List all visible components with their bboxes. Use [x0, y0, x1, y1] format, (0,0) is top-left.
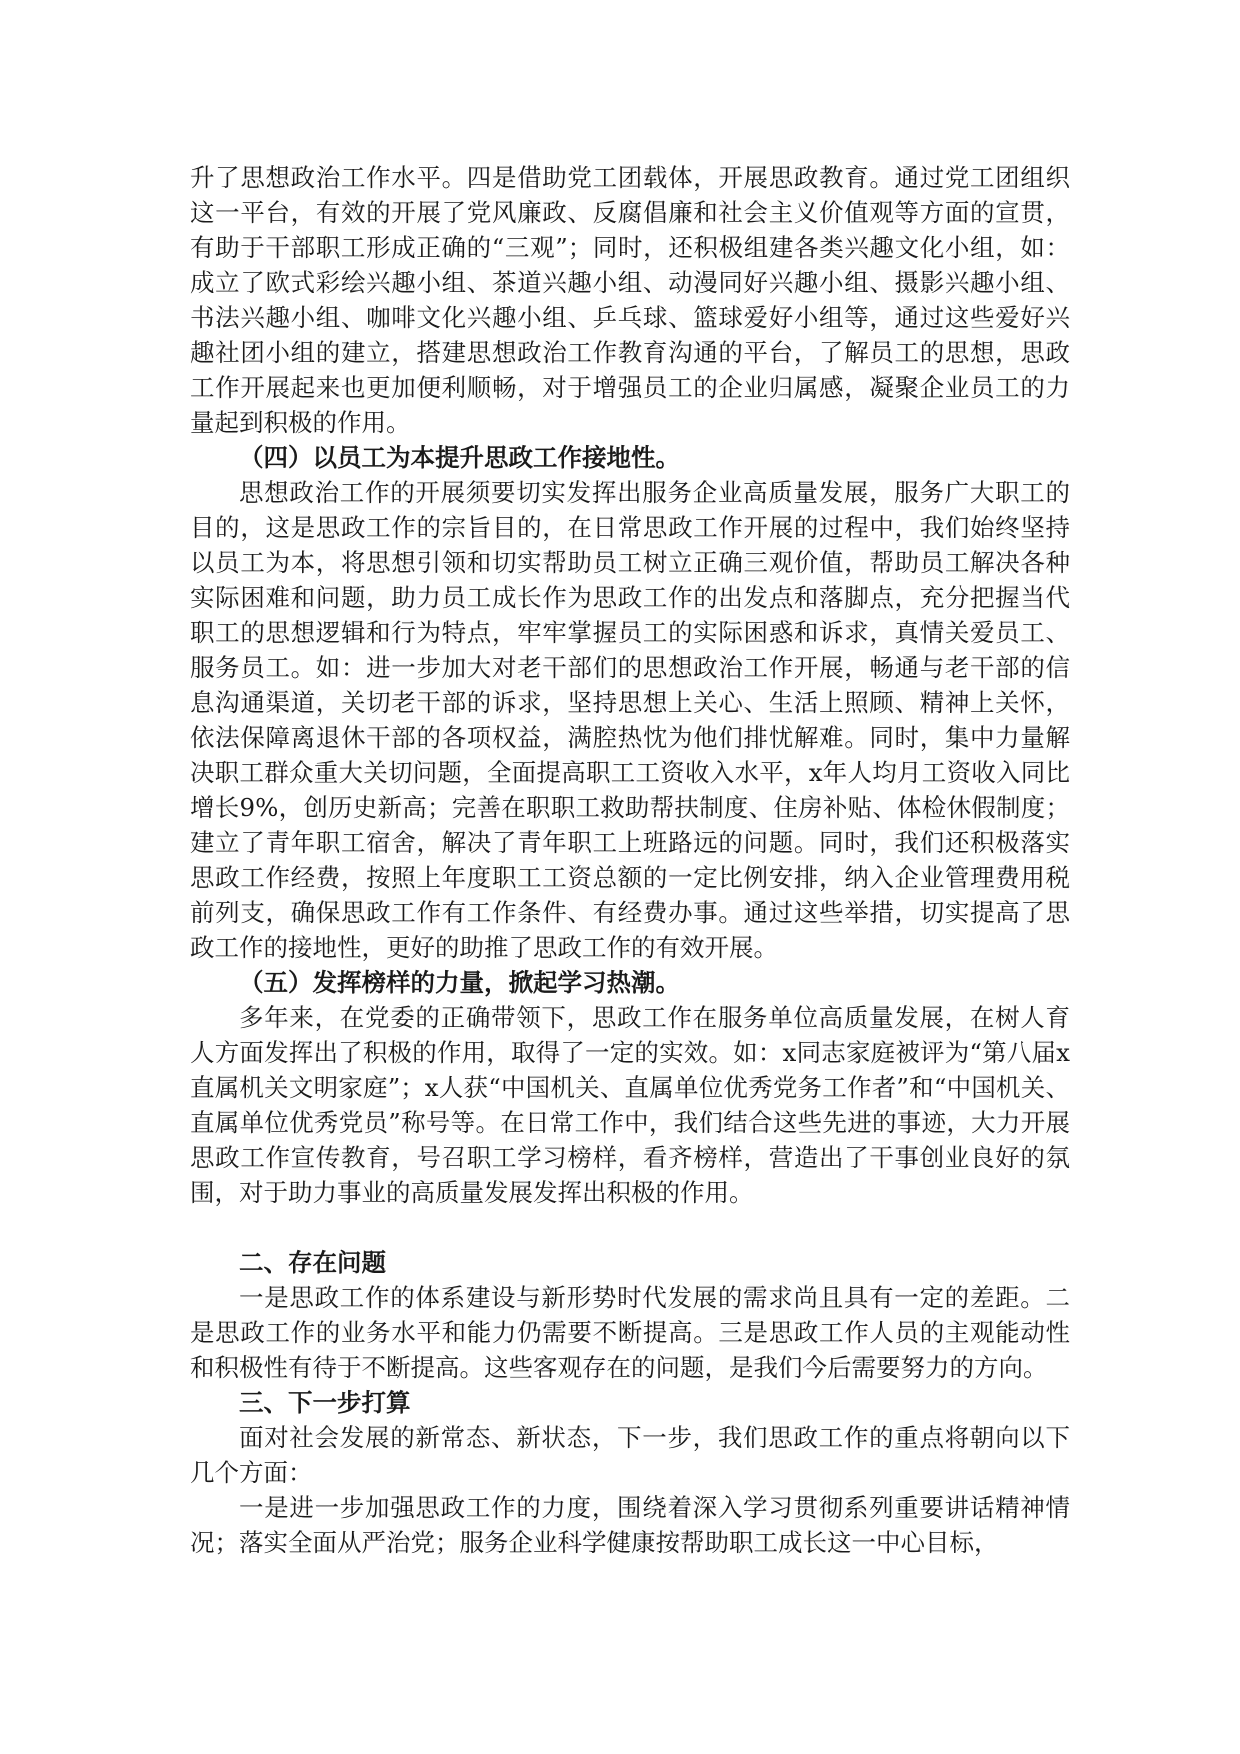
- paragraph-next-steps-intro: 面对社会发展的新常态、新状态，下一步，我们思政工作的重点将朝向以下几个方面：: [190, 1423, 1070, 1487]
- paragraph-next-steps-first: 一是进一步加强思政工作的力度，围绕着深入学习贯彻系列重要讲话精神情况；落实全面从严治党；服务企业科学健康按帮助职工成长这一中心目标，: [190, 1493, 1070, 1557]
- paragraph-employee-focus: 思想政治工作的开展须要切实发挥出服务企业高质量发展，服务广大职工的目的，这是思政工作的宗旨目的，在日常思政工作开展的过程中，我们始终坚持以员工为本，将思想引领和切实帮助员工树立正确三观价值，帮助员工解决各种实际困难和问题，助力员工成长作为思政工作的出发点和落脚点，充分把握当代职工的思想逻辑和行为特点，牢牢掌握员工的实际困惑和诉求，真情关爱员工、服务员工。如：进一步加大对老干部们的思想政治工作开展，畅通与老干部的信息沟通渠道，关切老干部的诉求，坚持思想上关心、生活上照顾、精神上关怀，依法保障离退休干部的各项权益，满腔热忱为他们排忧解难。同时，集中力量解决职工群众重大关切问题，全面提高职工工资收入水平，x年人均月工资收入同比增长9%，创历史新高；完善在职职工救助帮扶制度、住房补贴、体检休假制度；建立了青年职工宿舍，解决了青年职工上班路远的问题。同时，我们还积极落实思政工作经费，按照上年度职工工资总额的一定比例安排，纳入企业管理费用税前列支，确保思政工作有工作条件、有经费办事。通过这些举措，切实提高了思政工作的接地性，更好的助推了思政工作的有效开展。: [190, 478, 1070, 962]
- document-body: [190, 160, 1070, 1560]
- paragraph-role-models: 多年来，在党委的正确带领下，思政工作在服务单位高质量发展，在树人育人方面发挥出了积极的作用，取得了一定的实效。如：x同志家庭被评为“第八届x直属机关文明家庭”；x人获“中国机关、直属单位优秀党务工作者”和“中国机关、直属单位优秀党员”称号等。在日常工作中，我们结合这些先进的事迹，大力开展思政工作宣传教育，号召职工学习榜样，看齐榜样，营造出了干事创业良好的氛围，对于助力事业的高质量发展发挥出积极的作用。: [190, 1003, 1070, 1207]
- subheading-4: （四）以员工为本提升思政工作接地性。: [239, 443, 680, 472]
- paragraph-problems: 一是思政工作的体系建设与新形势时代发展的需求尚且具有一定的差距。二是思政工作的业务水平和能力仍需要不断提高。三是思政工作人员的主观能动性和积极性有待于不断提高。这些客观存在的问题，是我们今后需要努力的方向。: [190, 1283, 1070, 1382]
- paragraph-continuation: 升了思想政治工作水平。四是借助党工团载体，开展思政教育。通过党工团组织这一平台，有效的开展了党风廉政、反腐倡廉和社会主义价值观等方面的宣贯，有助于干部职工形成正确的“三观”；同时，还积极组建各类兴趣文化小组，如：成立了欧式彩绘兴趣小组、茶道兴趣小组、动漫同好兴趣小组、摄影兴趣小组、书法兴趣小组、咖啡文化兴趣小组、乒乓球、篮球爱好小组等，通过这些爱好兴趣社团小组的建立，搭建思想政治工作教育沟通的平台，了解员工的思想，思政工作开展起来也更加便利顺畅，对于增强员工的企业归属感，凝聚企业员工的力量起到积极的作用。: [190, 163, 1070, 437]
- section-heading-problems: 二、存在问题: [239, 1248, 386, 1277]
- subheading-5: （五）发挥榜样的力量，掀起学习热潮。: [239, 968, 680, 997]
- section-gap: [190, 1210, 1070, 1245]
- section-heading-next-steps: 三、下一步打算: [239, 1388, 411, 1417]
